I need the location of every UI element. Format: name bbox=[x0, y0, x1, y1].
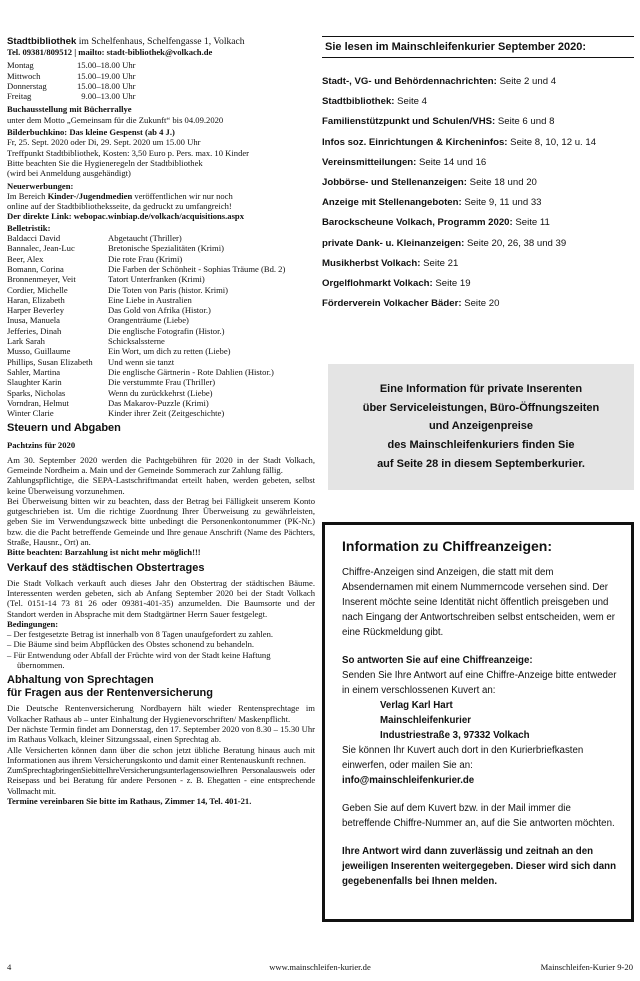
info-line: auf Seite 28 in diesem Septemberkurier. bbox=[377, 457, 585, 470]
info-line: und Anzeigenpreise bbox=[428, 420, 534, 433]
cinema-line: Treffpunkt Stadtbibliothek, Kosten: 3,50 Euro p. Pers. max. 10 Kinder bbox=[7, 147, 250, 158]
library-title: Stadtbibliothek bbox=[7, 36, 77, 47]
cinema-line: Fr, 25. Sept. 2020 oder Di, 29. Sept. 2020 um 15.00 Uhr bbox=[7, 137, 201, 148]
toc-label: Orgelflohmarkt Volkach: bbox=[322, 277, 433, 289]
book-title: Eine Liebe in Australien bbox=[108, 294, 192, 305]
left-column bbox=[7, 36, 315, 806]
book-title: Kinder ihrer Zeit (Zeitgeschichte) bbox=[108, 408, 225, 419]
toc-entry bbox=[322, 137, 634, 157]
toc-label: private Dank- u. Kleinanzeigen: bbox=[322, 237, 465, 249]
book-author: Bronnenmeyer, Veit bbox=[7, 274, 76, 285]
toc-pages: Seite 20 bbox=[461, 298, 500, 310]
new-acq-pre: Im Bereich bbox=[7, 190, 48, 201]
direct-link[interactable]: Der direkte Link: webopac.winbiap.de/volkach/acquisitions.aspx bbox=[7, 211, 245, 222]
toc-entry bbox=[322, 157, 634, 177]
book-title: Die Farben der Schönheit - Sophias Träume (Bd. 2) bbox=[108, 263, 286, 274]
book-author: Bomann, Corina bbox=[7, 263, 64, 274]
book-title: Abgetaucht (Thriller) bbox=[108, 233, 182, 244]
toc-label: Infos soz. Einrichtungen & Kircheninfos: bbox=[322, 136, 508, 148]
hours-day: Montag bbox=[7, 60, 34, 71]
toc-pages: Seite 2 und 4 bbox=[496, 76, 557, 87]
hours-time: 15.00–19.00 Uhr bbox=[77, 70, 136, 81]
fruit-title: Verkauf des städtischen Obstertrages bbox=[7, 561, 205, 574]
cinema-title: Bilderbuchkino: Das kleine Gespenst (ab 4 J.) bbox=[7, 127, 175, 138]
chiffre-mail-text: Sie können Ihr Kuvert auch dort in den Kurierbriefkasten einwerfen, oder mailen Sie an: bbox=[342, 745, 584, 772]
toc-pages: Seite 21 bbox=[420, 257, 459, 269]
book-author: Winter Clarie bbox=[7, 408, 54, 419]
opening-hours bbox=[7, 60, 315, 101]
chiffre-answer-text: Senden Sie Ihre Antwort auf eine Chiffre-Anzeige bitte entweder in einem verschlossenen Kuvert an: bbox=[342, 670, 617, 697]
toc-label: Stadtbibliothek: bbox=[322, 96, 395, 108]
toc-pages: Seite 14 und 16 bbox=[416, 156, 487, 168]
new-acquisitions-title: Neuerwerbungen: bbox=[7, 180, 74, 191]
chiffre-email-link[interactable]: info@mainschleifenkurier.de bbox=[342, 775, 475, 787]
chiffre-closing: Ihre Antwort wird dann zuverlässig und zeitnah an den jeweiligen Inserenten weitergegeben. Dieser wird sich dann gegebenenfalls bei Ihnen melden. bbox=[342, 846, 617, 888]
book-author: Inusa, Manuela bbox=[7, 315, 60, 326]
toc-pages: Seite 19 bbox=[432, 277, 471, 289]
toc-label: Barockscheune Volkach, Programm 2020: bbox=[322, 217, 513, 229]
toc-entry bbox=[322, 278, 634, 298]
book-author: Slaughter Karin bbox=[7, 377, 62, 388]
book-title: Die rote Frau (Krimi) bbox=[108, 253, 183, 264]
chiffre-number-text: Geben Sie auf dem Kuvert bzw. in der Mail immer die betreffende Chiffre-Nummer an, auf die Sie antworten möchten. bbox=[342, 803, 615, 830]
taxes-p1: Am 30. September 2020 werden die Pachtgebühren für 2020 in der Stadt Volkach, Gemeinde Nordheim a. Main und der Gemeinde Sommerach zur Zahlung fällig. bbox=[7, 454, 315, 475]
hours-time: 15.00–18.00 Uhr bbox=[77, 80, 136, 91]
hours-day: Mittwoch bbox=[7, 70, 41, 81]
pension-section bbox=[7, 674, 315, 806]
hours-time: 15.00–18.00 Uhr bbox=[77, 60, 136, 71]
toc-entry bbox=[322, 116, 634, 136]
page-number: 4 bbox=[7, 962, 12, 972]
book-author: Haran, Elizabeth bbox=[7, 294, 65, 305]
taxes-section bbox=[7, 422, 315, 557]
book-title: Tatort Unterfranken (Krimi) bbox=[108, 274, 205, 285]
issue-label: Mainschleifen-Kurier 9-20 bbox=[540, 962, 633, 972]
book-author: Jefferies, Dinah bbox=[7, 325, 62, 336]
pension-p3: Alle Versicherten können dann über die schon jetzt übliche Beratung hinaus auch mit Informationen aus ihrem Versicherungskonto und damit einer Rentenauskunft rechnen. bbox=[7, 744, 315, 765]
toc-entry bbox=[322, 177, 634, 197]
book-title: Die englische Gärtnerin - Rote Dahlien (Histor.) bbox=[108, 366, 274, 377]
toc-entry bbox=[322, 258, 634, 278]
book-title: Das Makarov-Puzzle (Krimi) bbox=[108, 397, 209, 408]
rally-text: unter dem Motto „Gemeinsam für die Zukunft“ bis 04.09.2020 bbox=[7, 114, 224, 125]
pension-p4: ZumSprechtagbringenSiebitteIhreVersicherungsunterlagensowieIhren Personalausweis oder Reisepass und bei Beratung für andere Personen - z. B. Ehegatten - eine entsprechende Vollmacht mit. bbox=[7, 765, 315, 796]
fruit-section bbox=[7, 562, 315, 671]
toc-pages: Seite 4 bbox=[394, 96, 428, 108]
private-advertiser-info-box bbox=[328, 364, 634, 490]
book-author: Bannalec, Jean-Luc bbox=[7, 243, 75, 254]
chiffre-answer-title: So antworten Sie auf eine Chiffreanzeige: bbox=[342, 655, 533, 667]
taxes-p4: Bitte beachten: Barzahlung ist nicht mehr möglich!!! bbox=[7, 547, 201, 558]
book-title: Schicksalssterne bbox=[108, 336, 165, 347]
library-contact: Tel. 09381/809512 | mailto: stadt-bibliothek@volkach.de bbox=[7, 47, 213, 57]
toc-pages: Seite 6 und 8 bbox=[495, 116, 555, 128]
toc-entry bbox=[322, 76, 634, 96]
library-address: im Schelfenhaus, Schelfengasse 1, Volkach bbox=[76, 36, 245, 47]
toc-label: Vereinsmitteilungen: bbox=[322, 156, 417, 168]
fiction-title: Belletristik: bbox=[7, 222, 51, 233]
book-title: Die Toten von Paris (histor. Krimi) bbox=[108, 284, 229, 295]
right-column bbox=[322, 36, 634, 922]
toc-pages: Seite 18 und 20 bbox=[467, 176, 537, 188]
book-author: Lark Sarah bbox=[7, 336, 45, 347]
book-author: Harper Beverley bbox=[7, 305, 65, 316]
library-section bbox=[7, 36, 315, 418]
info-line: über Serviceleistungen, Büro-Öffnungszeiten bbox=[362, 401, 600, 414]
table-of-contents bbox=[322, 76, 634, 318]
rally-title: Buchausstellung mit Bücherrallye bbox=[7, 104, 132, 115]
book-author: Sparks, Nicholas bbox=[7, 387, 66, 398]
taxes-title: Steuern und Abgaben bbox=[7, 422, 121, 435]
issue-contents-heading: Sie lesen im Mainschleifenkurier September 2020: bbox=[322, 36, 634, 58]
toc-entry bbox=[322, 238, 634, 258]
toc-label: Musikherbst Volkach: bbox=[322, 257, 421, 269]
info-line: des Mainschleifenkuriers finden Sie bbox=[387, 439, 575, 452]
book-title: Die verstummte Frau (Thriller) bbox=[108, 377, 216, 388]
condition-item: – Die Bäume sind beim Abpflücken des Obstes schonend zu behandeln. bbox=[7, 639, 255, 650]
toc-entry bbox=[322, 96, 634, 116]
toc-label: Stadt-, VG- und Behördennachrichten: bbox=[322, 76, 497, 87]
new-acq-post: veröffentlichen wir nur noch bbox=[132, 190, 233, 201]
book-title: Orangenträume (Liebe) bbox=[108, 315, 189, 326]
taxes-subtitle: Pachtzins für 2020 bbox=[7, 440, 76, 451]
pension-title-2: für Fragen aus der Rentenversicherung bbox=[7, 687, 213, 700]
toc-label: Familienstützpunkt und Schulen/VHS: bbox=[322, 116, 496, 128]
pension-p1: Die Deutsche Rentenversicherung Nordbayern hält wieder Rentensprechtage im Volkacher Rathaus ab – unter Einhaltung der Hygienevorschriften/ Maskenpflicht. bbox=[7, 703, 315, 724]
book-author: Sahler, Martina bbox=[7, 366, 61, 377]
chiffre-title: Information zu Chiffreanzeigen: bbox=[342, 538, 552, 555]
toc-label: Jobbörse- und Stellenanzeigen: bbox=[322, 176, 467, 188]
book-title: Das Gold von Afrika (Histor.) bbox=[108, 305, 211, 316]
toc-pages: Seite 11 bbox=[512, 217, 550, 229]
book-title: Die englische Fotografin (Histor.) bbox=[108, 325, 225, 336]
hours-day: Freitag bbox=[7, 91, 32, 102]
pension-title-1: Abhaltung von Sprechtagen bbox=[7, 674, 154, 687]
hours-day: Donnerstag bbox=[7, 80, 47, 91]
book-list bbox=[7, 233, 315, 418]
toc-label: Anzeige mit Stellenangeboten: bbox=[322, 197, 462, 209]
footer-url[interactable]: www.mainschleifen-kurier.de bbox=[269, 962, 371, 972]
chiffre-info-box bbox=[322, 522, 634, 922]
book-author: Cordier, Michelle bbox=[7, 284, 68, 295]
book-author: Phillips, Susan Elizabeth bbox=[7, 356, 93, 367]
taxes-p3: Bei Überweisung bitten wir zu beachten, dass der Betrag bei Fälligkeit unserem Konto gutgeschrieben ist. Um die richtige Zuordnung Ihrer Überweisung zu gewährleisten, geben Sie im Verwendungszweck bitte unbedingt die Personenkontonummer (PK-Nr.) bzw. die die Pacht betreffende Gemeinde und Ihre genaue Anschrift (Name des Pächters, Straße, Hausnr., Ort) an. bbox=[7, 495, 315, 548]
address-line: Mainschleifenkurier bbox=[380, 715, 471, 727]
book-author: Baldacci David bbox=[7, 233, 61, 244]
info-line: Eine Information für private Inserenten bbox=[379, 383, 583, 396]
book-author: Beer, Alex bbox=[7, 253, 44, 264]
book-title: Ein Wort, um dich zu retten (Liebe) bbox=[108, 346, 231, 357]
toc-entry bbox=[322, 197, 634, 217]
cinema-line: (wird bei Anmeldung ausgehändigt) bbox=[7, 168, 131, 179]
book-author: Musso, Guillaume bbox=[7, 346, 71, 357]
cinema-line: Bitte beachten Sie die Hygieneregeln der Stadtbibliothek bbox=[7, 157, 203, 168]
publisher-address bbox=[342, 698, 617, 743]
chiffre-intro: Chiffre-Anzeigen sind Anzeigen, die statt mit dem Absendernamen mit einem Nummerncode versehen sind. Der Inserent möchte seine Identität nicht öffentlich preisgeben und nach Eingang der Antwortschreiben selbst entscheiden, wem er eine Rückmeldung gibt. bbox=[342, 567, 616, 639]
pension-p5: Termine vereinbaren Sie bitte im Rathaus, Zimmer 14, Tel. 401-21. bbox=[7, 796, 252, 806]
book-title: Und wenn sie tanzt bbox=[108, 356, 175, 367]
toc-pages: Seite 9, 11 und 33 bbox=[461, 197, 542, 209]
new-acq-bold: Kinder-/Jugendmedien bbox=[47, 190, 133, 201]
taxes-p2: Zahlungspflichtige, die SEPA-Lastschriftmandat erteilt haben, werden gebeten, selbst keine Überweisung vorzunehmen. bbox=[7, 475, 315, 496]
toc-pages: Seite 20, 26, 38 und 39 bbox=[464, 237, 567, 249]
condition-item: – Für Entwendung oder Abfall der Früchte wird von der Stadt keine Haftung übernommen. bbox=[7, 649, 271, 671]
pension-p2: Der nächste Termin findet am Donnerstag, den 17. September 2020 von 8.30 – 15.30 Uhr im Rathaus Volkach, kleiner Sitzungssaal, einen Sprechtag ab. bbox=[7, 723, 315, 745]
fruit-p1: Die Stadt Volkach verkauft auch dieses Jahr den Obstertrag der städtischen Bäume. Interessenten werden gebeten, sich ab Anfang September 2020 bei der Stadt Volkach (Tel. 0151-14 73 81 26 oder 09381-401-35) anzumelden. Die Baumsorte und der Standort werden in Absprache mit dem Stadtgärtner Herrn Sauer festgelegt. bbox=[7, 577, 315, 619]
hours-time: 9.00–13.00 Uhr bbox=[77, 91, 136, 102]
address-line: Industriestraße 3, 97332 Volkach bbox=[380, 730, 530, 742]
toc-entry bbox=[322, 217, 634, 237]
conditions-title: Bedingungen: bbox=[7, 618, 59, 629]
book-title: Wenn du zurückkehrst (Liebe) bbox=[108, 387, 213, 398]
book-author: Vorndran, Helmut bbox=[7, 397, 69, 408]
toc-pages: Seite 8, 10, 12 u. 14 bbox=[507, 136, 597, 148]
address-line: Verlag Karl Hart bbox=[380, 700, 453, 712]
toc-entry bbox=[322, 298, 634, 318]
book-title: Bretonische Spezialitäten (Krimi) bbox=[108, 243, 224, 254]
toc-label: Förderverein Volkacher Bäder: bbox=[322, 298, 462, 310]
new-acq-line2: online auf der Stadtbibliotheksseite, da gedruckt zu umfangreich! bbox=[7, 201, 232, 212]
condition-item: – Der festgesetzte Betrag ist innerhalb von 8 Tagen unaufgefordert zu zahlen. bbox=[7, 629, 274, 640]
conditions-list bbox=[7, 629, 315, 670]
